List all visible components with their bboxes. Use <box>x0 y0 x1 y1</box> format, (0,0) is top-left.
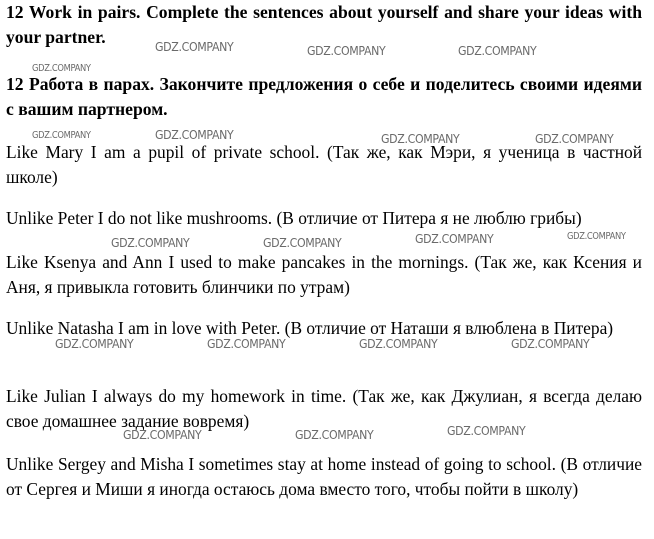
watermark: GDZ.COMPANY <box>359 336 438 351</box>
watermark: GDZ.COMPANY <box>307 43 386 58</box>
watermark: GDZ.COMPANY <box>381 131 460 146</box>
watermark: GDZ.COMPANY <box>511 336 590 351</box>
task-english: 12 Work in pairs. Complete the sentences about yourself and share your ideas with your partner. <box>6 2 642 47</box>
watermark: GDZ.COMPANY <box>32 130 91 141</box>
watermark: GDZ.COMPANY <box>32 63 91 74</box>
task-russian: 12 Работа в парах. Закончите предложения о себе и поделитесь своими идеями с вашим партнером. <box>6 74 642 119</box>
answer-4: Unlike Natasha I am in love with Peter. (В отличие от Наташи я влюблена в Питера) <box>6 318 614 338</box>
answer-3: Like Ksenya and Ann I used to make pancakes in the mornings. (Так же, как Ксения и Аня, я привыкла готовить блинчики по утрам) <box>6 252 642 297</box>
watermark: GDZ.COMPANY <box>567 231 626 242</box>
watermark: GDZ.COMPANY <box>263 235 342 250</box>
answer-5: Like Julian I always do my homework in time. (Так же, как Джулиан, я всегда делаю свое домашнее задание вовремя) <box>6 386 642 431</box>
watermark: GDZ.COMPANY <box>207 336 286 351</box>
watermark: GDZ.COMPANY <box>155 127 234 142</box>
watermark: GDZ.COMPANY <box>123 427 202 442</box>
answer-1: Like Mary I am a pupil of private school. (Так же, как Мэри, я ученица в частной школе) <box>6 142 642 187</box>
watermark: GDZ.COMPANY <box>55 336 134 351</box>
answer-2: Unlike Peter I do not like mushrooms. (В отличие от Питера я не люблю грибы) <box>6 208 582 228</box>
watermark: GDZ.COMPANY <box>447 423 526 438</box>
watermark: GDZ.COMPANY <box>155 39 234 54</box>
answer-6: Unlike Sergey and Misha I sometimes stay at home instead of going to school. (В отличие от Сергея и Миши я иногда остаюсь дома вместо того, чтобы пойти в школу) <box>6 454 642 499</box>
watermark: GDZ.COMPANY <box>415 231 494 246</box>
watermark: GDZ.COMPANY <box>458 43 537 58</box>
watermark: GDZ.COMPANY <box>111 235 190 250</box>
watermark: GDZ.COMPANY <box>295 427 374 442</box>
watermark: GDZ.COMPANY <box>535 131 614 146</box>
